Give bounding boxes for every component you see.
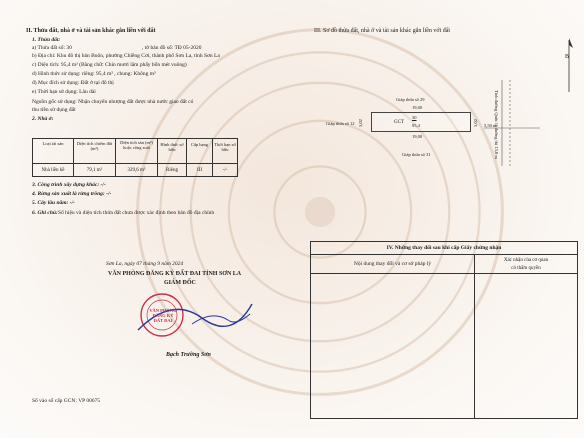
section-3: 3. Công trình xây dựng khác: -/- — [32, 182, 106, 188]
plot-area: 95,4 — [412, 123, 420, 128]
table-cell: 79,1 m² — [73, 163, 116, 177]
land-plot — [371, 112, 471, 132]
plot-code: GCT — [394, 120, 404, 125]
map-sheet-number: , tờ bản đồ số: TĐ 05-2020 — [142, 45, 202, 51]
stamp-text: VĂN PHÒNG ĐĂNG KÝ ĐẤT ĐAI — [149, 308, 177, 323]
plot-number: 30 — [412, 115, 417, 120]
section-iii-title: III. Sơ đồ thửa đất, nhà ở và tài sản khác gắn liền với đất — [314, 28, 451, 34]
issuing-office: VĂN PHÒNG ĐĂNG KÝ ĐẤT ĐAI TỈNH SƠN LA — [108, 271, 242, 277]
section-1-title: 1. Thửa đất: — [32, 37, 61, 43]
changes-confirmation-area — [474, 273, 578, 419]
usage-origin-line1: Nguồn gốc sử dụng: Nhận chuyển nhượng đất được nhà nước giao đất có — [32, 99, 194, 105]
issue-date: Sơn La, ngày 07 tháng 9 năm 2024 — [106, 261, 184, 267]
bottom-neighbor: Giáp thửa số 31 — [402, 152, 431, 157]
signer-name: Bạch Trường Sơn — [166, 352, 211, 358]
usage-form: d) Hình thức sử dụng: riêng: 95,4 m² , chung: Không m² — [32, 71, 156, 77]
right-dimension: 5,02 — [473, 119, 478, 127]
table-header-cell: Diện tích chiếm đất (m²) — [73, 138, 116, 164]
table-header-cell: Hình thức sở hữu — [157, 138, 187, 164]
section-4: 4. Rừng sản xuất là rừng trồng: -/- — [32, 191, 112, 197]
section-6-note: Số hiệu và diện tích thửa đất chưa được xác định theo bản đồ địa chính — [58, 210, 215, 216]
section-ii-title: II. Thửa đất, nhà ở và tài sản khác gắn liền với đất — [26, 28, 156, 34]
changes-header-col1: Nội dung thay đổi và cơ sở pháp lý — [310, 254, 475, 274]
bottom-dimension: 19,00 — [412, 134, 423, 139]
road-width: 5,50 m — [484, 123, 497, 128]
usage-purpose: đ) Mục đích sử dụng: Đất ở tại đô thị — [32, 80, 114, 86]
section-6-title: 6. Ghi chú: — [32, 210, 58, 216]
table-header-cell: Diện tích sàn (m²) hoặc công suất — [115, 138, 158, 164]
north-label: B — [565, 54, 570, 60]
table-cell: 329,6 m² — [115, 163, 158, 177]
top-neighbor: Giáp thửa số 29 — [396, 97, 425, 102]
gcn-register-number: Số vào sổ cấp GCN: VP 00675 — [32, 398, 101, 404]
table-header-cell: Cấp hạng — [186, 138, 213, 164]
section-5: 5. Cây lâu năm: -/- — [32, 200, 75, 206]
section-2-title: 2. Nhà ở: — [32, 116, 54, 122]
table-cell: Riêng — [157, 163, 187, 177]
top-dimension: 19,00 — [412, 105, 423, 110]
parcel-address: b) Địa chỉ: Khu đô thị bản Buôn, phường Chiềng Cơi, thành phố Sơn La, tỉnh Sơn La — [32, 53, 220, 59]
table-header-cell: Thời hạn sở hữu — [212, 138, 238, 164]
parcel-area: c) Diện tích: 95,4 m² (Bằng chữ: Chín mươi lăm phẩy bốn mét vuông) — [32, 62, 187, 68]
changes-content-area — [310, 273, 475, 419]
usage-term: e) Thời hạn sử dụng: Lâu dài — [32, 89, 96, 95]
table-cell: Nhà liền kề — [32, 163, 74, 177]
parcel-number: a) Thửa đất số: 30 — [32, 45, 72, 51]
usage-origin-line2: thu tiền sử dụng đất — [32, 107, 76, 113]
road-label: Tỉnh đường Quốc lộ đường thị 13,0 m — [494, 90, 499, 159]
table-cell: -/- — [212, 163, 238, 177]
signer-role: GIÁM ĐỐC — [164, 280, 196, 286]
changes-header-col2: Xác nhận của cơ quan có thẩm quyền — [474, 254, 578, 274]
left-neighbor: Giáp thửa số 12 — [326, 121, 355, 126]
table-header-cell: Loại tài sản — [32, 138, 74, 164]
left-dimension: 5,02 — [358, 119, 363, 127]
changes-title-row: IV. Những thay đổi sau khi cấp Giấy chứng nhận — [310, 241, 578, 255]
table-cell: III — [186, 163, 213, 177]
